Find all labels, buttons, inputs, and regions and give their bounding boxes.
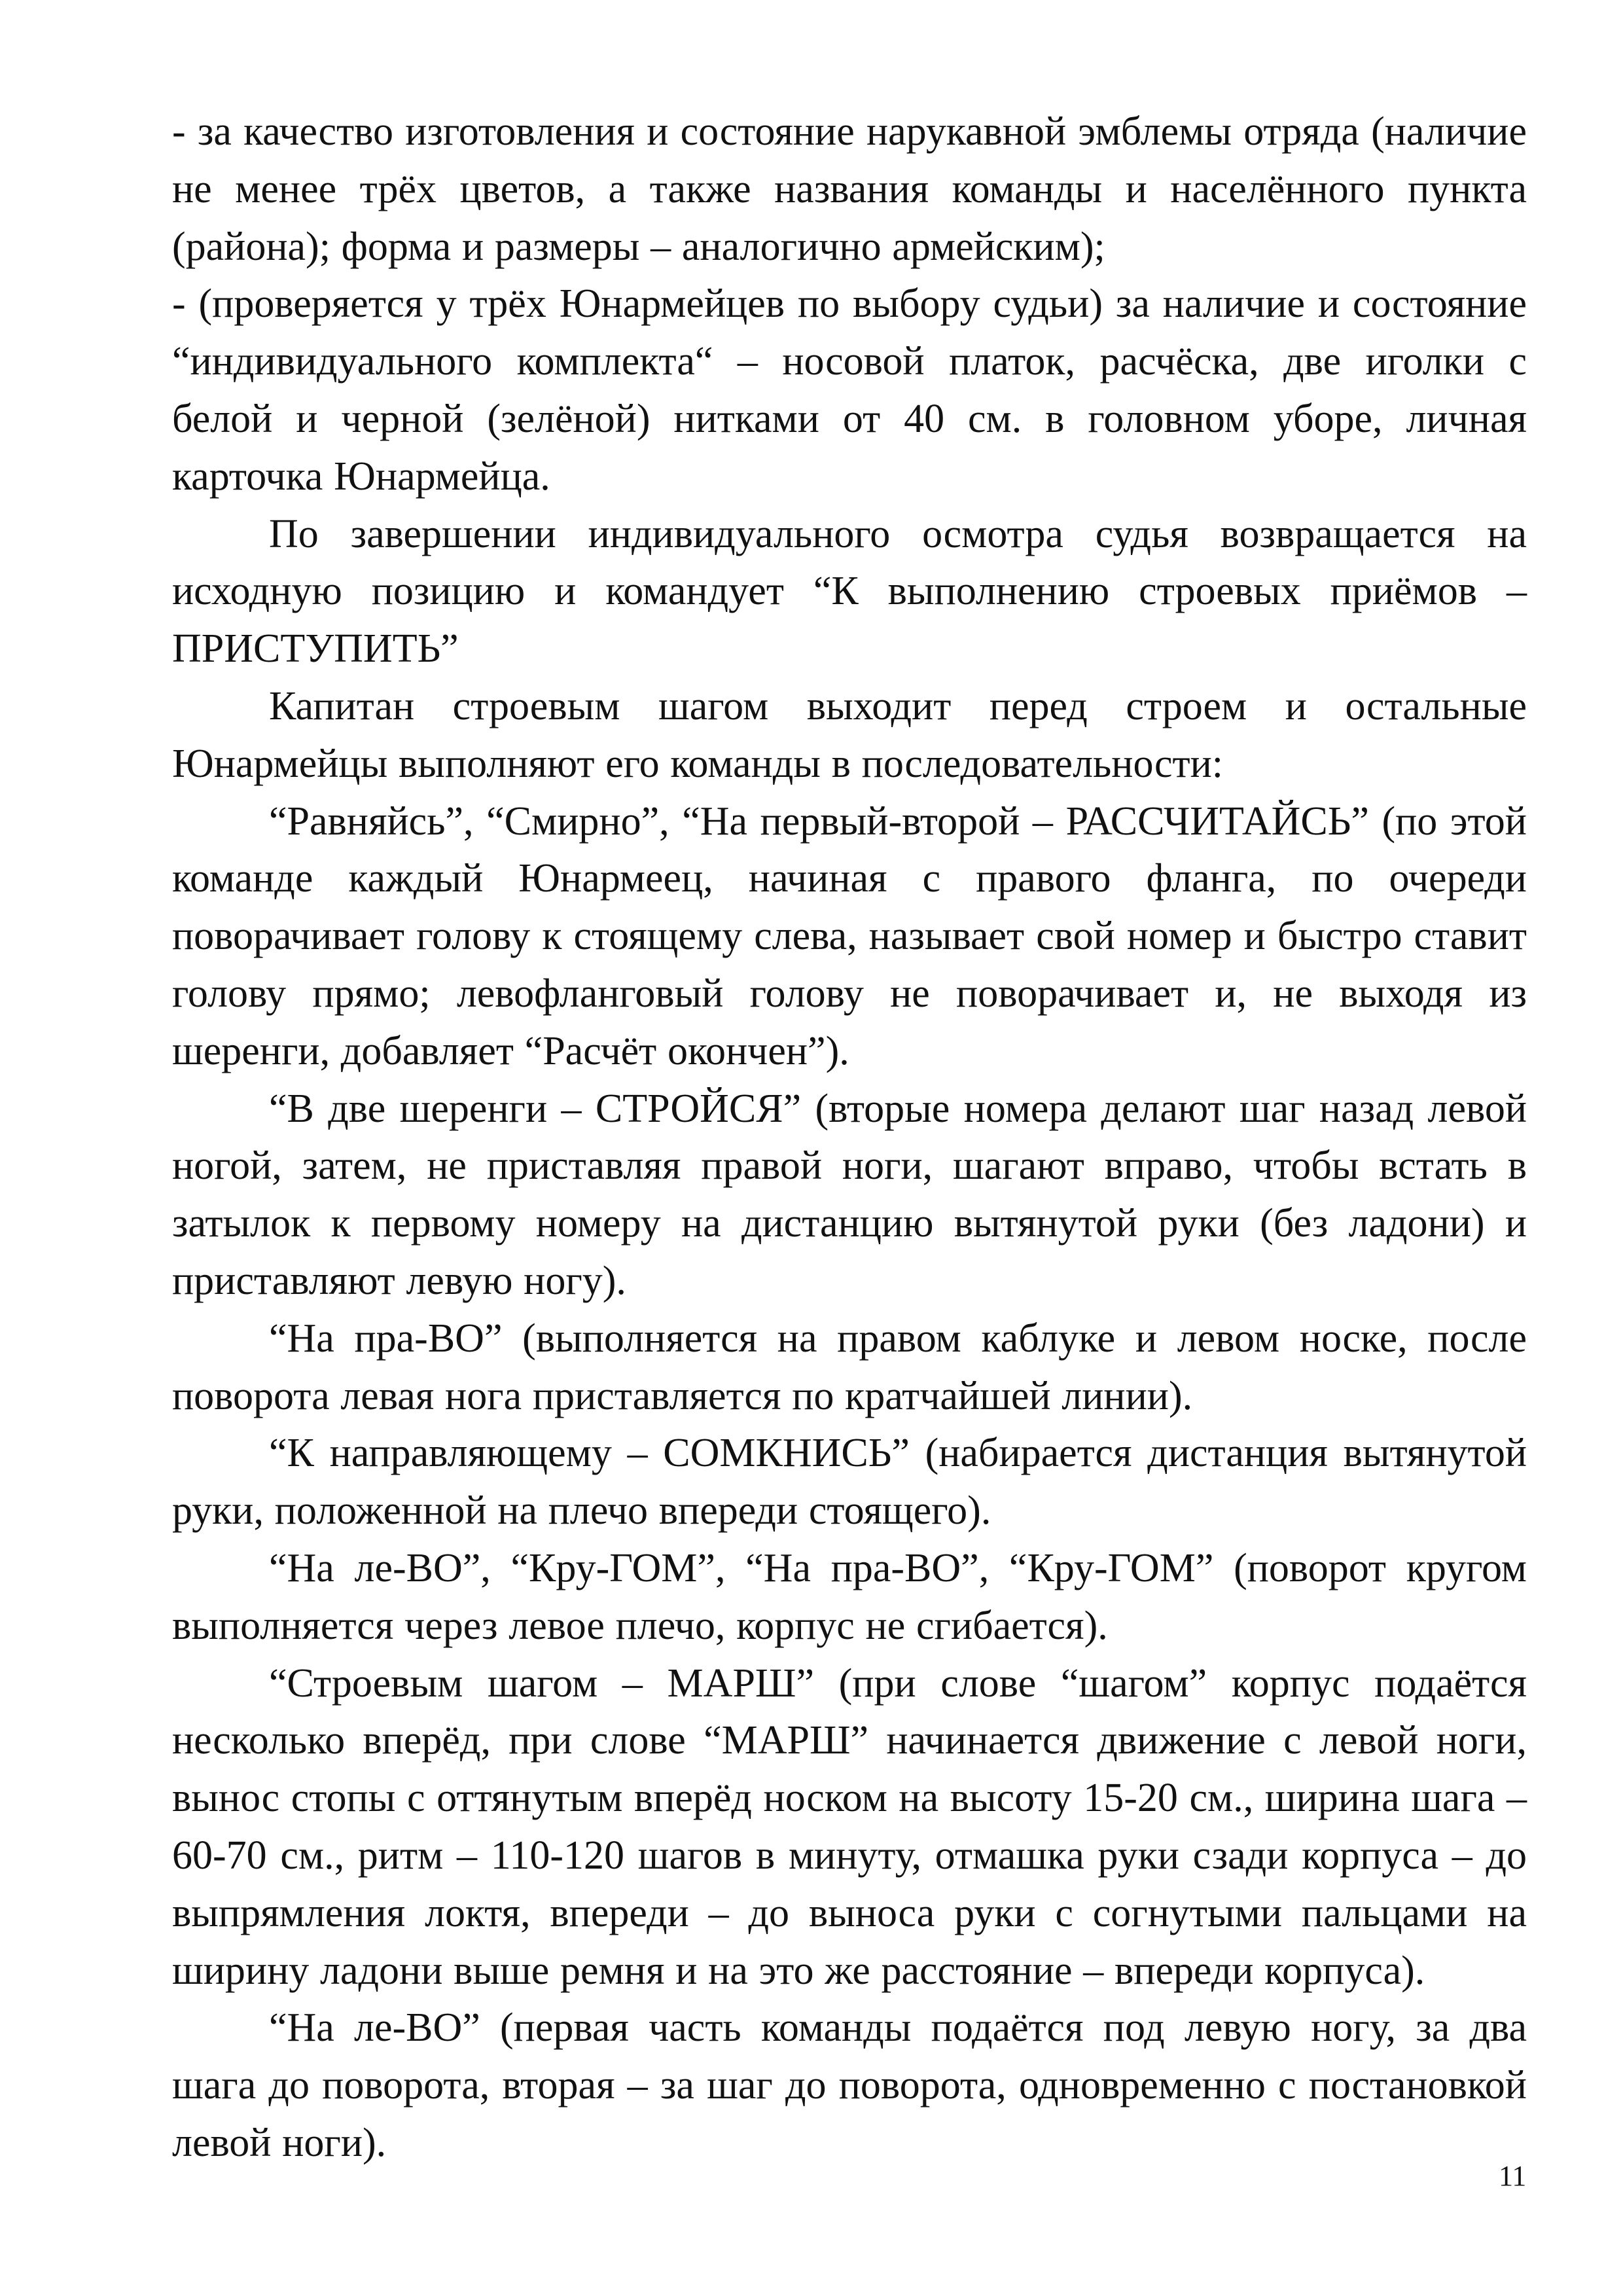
- document-page: [172, 103, 1527, 2172]
- paragraph-judge-command: По завершении индивидуального осмотра судья возвращается на исходную позицию и командует “К выполнению строевых приёмов – ПРИСТУПИТЬ”: [172, 511, 1527, 672]
- paragraph-march: “Строевым шагом – МАРШ” (при слове “шагом” корпус подаётся несколько вперёд, при слове “МАРШ” начинается движение с левой ноги, вынос стопы с оттянутым вперёд носком на высоту 15-20 см., ширина шага – 60-70 см., ритм – 110-120 шагов в минуту, отмашка руки сзади корпуса – до выпрямления локтя, впереди – до выноса руки с согнутыми пальцами на ширину ладони выше ремня и на это же расстояние – впереди корпуса).: [172, 1660, 1527, 1993]
- paragraph-count-off: “Равняйсь”, “Смирно”, “На первый-второй – РАССЧИТАЙСЬ” (по этой команде каждый Юнармеец, начиная с правого фланга, по очереди поворачивает голову к стоящему слева, называет свой номер и быстро ставит голову прямо; левофланговый голову не поворачивает и, не выходя из шеренги, добавляет “Расчёт окончен”).: [172, 798, 1527, 1073]
- paragraph-close-ranks: “К направляющему – СОМКНИСЬ” (набирается дистанция вытянутой руки, положенной на плечо впереди стоящего).: [172, 1431, 1527, 1534]
- page-number: 11: [1499, 2160, 1527, 2192]
- paragraph-individual-kit: - (проверяется у трёх Юнармейцев по выбору судьи) за наличие и состояние “индивидуального комплекта“ – носовой платок, расчёска, две иголки с белой и черной (зелёной) нитками от 40 см. в головном уборе, личная карточка Юнармейца.: [172, 281, 1527, 499]
- paragraph-captain-steps-out: Капитан строевым шагом выходит перед строем и остальные Юнармейцы выполняют его команды в последовательности:: [172, 683, 1527, 786]
- paragraph-right-turn: “На пра-ВО” (выполняется на правом каблуке и левом носке, после поворота левая нога приставляется по кратчайшей линии).: [172, 1316, 1527, 1418]
- paragraph-emblem-criteria: - за качество изготовления и состояние нарукавной эмблемы отряда (наличие не менее трёх цветов, а также названия команды и населённого пункта (района); форма и размеры – аналогично армейским);: [172, 109, 1527, 269]
- paragraph-left-turn-in-motion: “На ле-ВО” (первая часть команды подаётся под левую ногу, за два шага до поворота, вторая – за шаг до поворота, одновременно с постановкой левой ноги).: [172, 2005, 1527, 2165]
- paragraph-turns-about: “На ле-ВО”, “Кру-ГОМ”, “На пра-ВО”, “Кру-ГОМ” (поворот кругом выполняется через левое плечо, корпус не сгибается).: [172, 1545, 1527, 1648]
- paragraph-two-ranks: “В две шеренги – СТРОЙСЯ” (вторые номера делают шаг назад левой ногой, затем, не приставляя правой ноги, шагают вправо, чтобы встать в затылок к первому номеру на дистанцию вытянутой руки (без ладони) и приставляют левую ногу).: [172, 1086, 1527, 1303]
